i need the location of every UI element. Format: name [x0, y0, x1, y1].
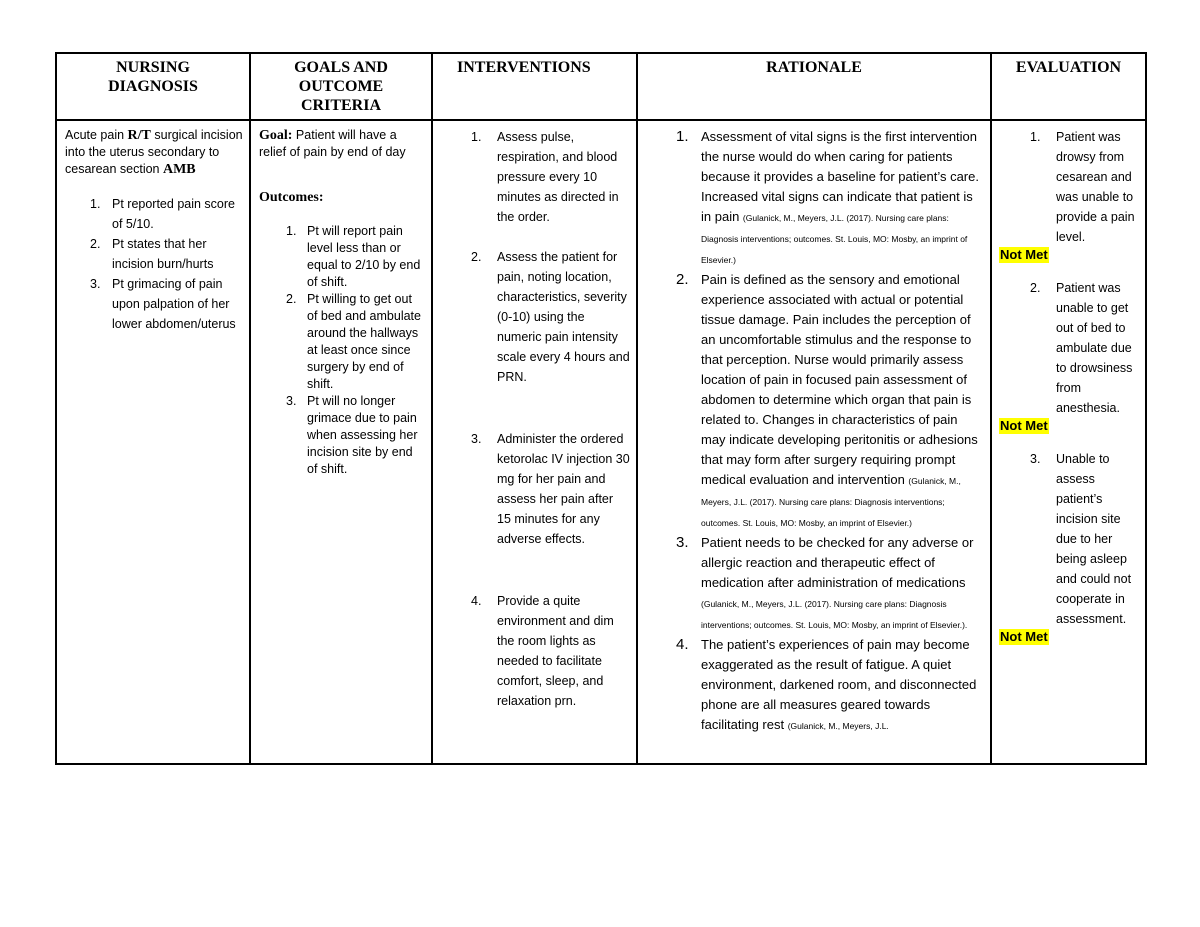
header-evaluation: EVALUATION — [991, 53, 1146, 120]
item-text: Patient was drowsy from cesarean and was unable to provide a pain level. — [1056, 130, 1135, 244]
goal-text: Patient will have a relief of pain by end of day — [259, 128, 406, 159]
item-text: Administer the ordered ketorolac IV injection 30 mg for her pain and assess her pain after 15 minutes for any adverse effects. — [497, 432, 630, 546]
evaluation-list — [1000, 449, 1139, 629]
item-number: 3. — [471, 432, 482, 446]
item-text: Pt states that her incision burn/hurts — [112, 237, 214, 271]
item-number: 3. — [286, 394, 297, 408]
item-text: Assess the patient for pain, noting location, characteristics, severity (0-10) using the numeric pain intensity scale every 4 hours and PRN. — [497, 250, 630, 384]
diagnosis-cell — [56, 120, 250, 764]
header-goals-outcomes: GOALS AND OUTCOME CRITERIA — [250, 53, 432, 120]
item-number: 1. — [471, 130, 482, 144]
status-badge: Not Met — [1000, 629, 1048, 644]
list-item — [646, 533, 984, 635]
header-nursing-diagnosis: NURSING DIAGNOSIS — [56, 53, 250, 120]
item-number: 1. — [286, 224, 297, 238]
list-item — [441, 429, 630, 549]
diagnosis-amb: AMB — [162, 162, 196, 177]
item-text: Pain is defined as the sensory and emotional experience associated with actual or potential tissue damage. Pain includes the perception of an uncomfortable stimulus and the response to that perception. Nurse would primarily assess location of pain in focused pain assessment of abdomen to determine which organ that pain is related to. Changes in characteristics of pain may indicate developing peritonitis or adhesions that may form after surgery requiring prompt medical evaluation and intervention — [701, 272, 978, 487]
item-text: Pt willing to get out of bed and ambulate around the hallways at least once since surgery by end of shift. — [307, 292, 421, 391]
body-row — [56, 120, 1146, 764]
diagnosis-rt: R/T — [127, 128, 151, 143]
list-item — [441, 591, 630, 711]
item-text: Pt reported pain score of 5/10. — [112, 197, 235, 231]
goal-statement — [259, 127, 425, 161]
citation: (Gulanick, M., Meyers, J.L. — [787, 721, 889, 731]
item-text: Patient was unable to get out of bed to ambulate due to drowsiness from anesthesia. — [1056, 281, 1133, 415]
item-text: Unable to assess patient’s incision site due to her being asleep and could not cooperate in assessment. — [1056, 452, 1132, 626]
diagnosis-text: Acute pain — [65, 128, 128, 142]
citation: (Gulanick, M., Meyers, J.L. (2017). Nursing care plans: Diagnosis interventions; outcomes. St. Louis, MO: Mosby, an imprint of Elsevier.). — [701, 599, 968, 630]
list-item — [1000, 127, 1139, 247]
item-number: 2. — [1030, 281, 1041, 295]
item-text: Provide a quite environment and dim the room lights as needed to facilitate comfort, sleep, and relaxation prn. — [497, 594, 614, 708]
citation: (Gulanick, M., Meyers, J.L. (2017). Nursing care plans: Diagnosis interventions; outcomes. St. Louis, MO: Mosby, an imprint of Elsevier.) — [701, 213, 968, 265]
item-number: 4. — [471, 594, 482, 608]
evaluation-list — [1000, 127, 1139, 247]
item-text: Assess pulse, respiration, and blood pressure every 10 minutes as directed in the order. — [497, 130, 619, 224]
rationale-cell — [637, 120, 991, 764]
item-text: The patient’s experiences of pain may become exaggerated as the result of fatigue. A quiet environment, darkened room, and disconnected phone are all measures geared towards facilitating rest — [701, 637, 977, 732]
diagnosis-text-2: surgical incision into the uterus secondary to cesarean section — [65, 128, 243, 176]
status-badge: Not Met — [1000, 418, 1048, 433]
list-item — [65, 234, 243, 274]
list-item — [646, 270, 984, 533]
item-number: 1. — [676, 128, 689, 145]
list-item — [65, 194, 243, 234]
list-item — [441, 127, 630, 227]
header-rationale: RATIONALE — [637, 53, 991, 120]
list-item — [259, 223, 425, 291]
care-plan-table — [55, 52, 1147, 765]
item-number: 3. — [90, 277, 101, 291]
item-number: 4. — [676, 636, 689, 653]
item-number: 2. — [676, 271, 689, 288]
goals-cell — [250, 120, 432, 764]
header-interventions: INTERVENTIONS — [432, 53, 637, 120]
outcomes-list — [259, 223, 425, 478]
item-number: 2. — [90, 237, 101, 251]
rationale-list — [646, 127, 984, 736]
citation: (Gulanick, M., Meyers, J.L. (2017). Nursing care plans: Diagnosis interventions; outcomes. St. Louis, MO: Mosby, an imprint of Elsevier.) — [701, 476, 961, 528]
interventions-cell — [432, 120, 637, 764]
header-row — [56, 53, 1146, 120]
evaluation-list — [1000, 278, 1139, 418]
list-item — [646, 127, 984, 270]
list-item — [1000, 278, 1139, 418]
list-item — [646, 635, 984, 736]
list-item — [259, 291, 425, 393]
diagnosis-statement — [65, 127, 243, 178]
list-item — [259, 393, 425, 478]
item-number: 1. — [90, 197, 101, 211]
list-item — [65, 274, 243, 334]
diagnosis-list — [65, 194, 243, 334]
list-item — [1000, 449, 1139, 629]
item-number: 1. — [1030, 130, 1041, 144]
item-text: Pt will no longer grimace due to pain when assessing her incision site by end of shift. — [307, 394, 418, 476]
item-text: Patient needs to be checked for any adverse or allergic reaction and therapeutic effect of medication after administration of medications — [701, 535, 974, 590]
list-item — [441, 247, 630, 387]
status-badge: Not Met — [1000, 247, 1048, 262]
item-number: 3. — [676, 534, 689, 551]
item-number: 2. — [286, 292, 297, 306]
item-text: Assessment of vital signs is the first intervention the nurse would do when caring for patients because it provides a baseline for patient’s care. Increased vital signs can indicate that patient is in pain — [701, 129, 979, 224]
evaluation-cell — [991, 120, 1146, 764]
item-number: 2. — [471, 250, 482, 264]
item-text: Pt will report pain level less than or equal to 2/10 by end of shift. — [307, 224, 421, 289]
outcomes-label: Outcomes: — [259, 190, 324, 205]
interventions-list — [441, 127, 630, 711]
item-text: Pt grimacing of pain upon palpation of her lower abdomen/uterus — [112, 277, 236, 331]
goal-label: Goal: — [259, 128, 293, 143]
item-number: 3. — [1030, 452, 1041, 466]
